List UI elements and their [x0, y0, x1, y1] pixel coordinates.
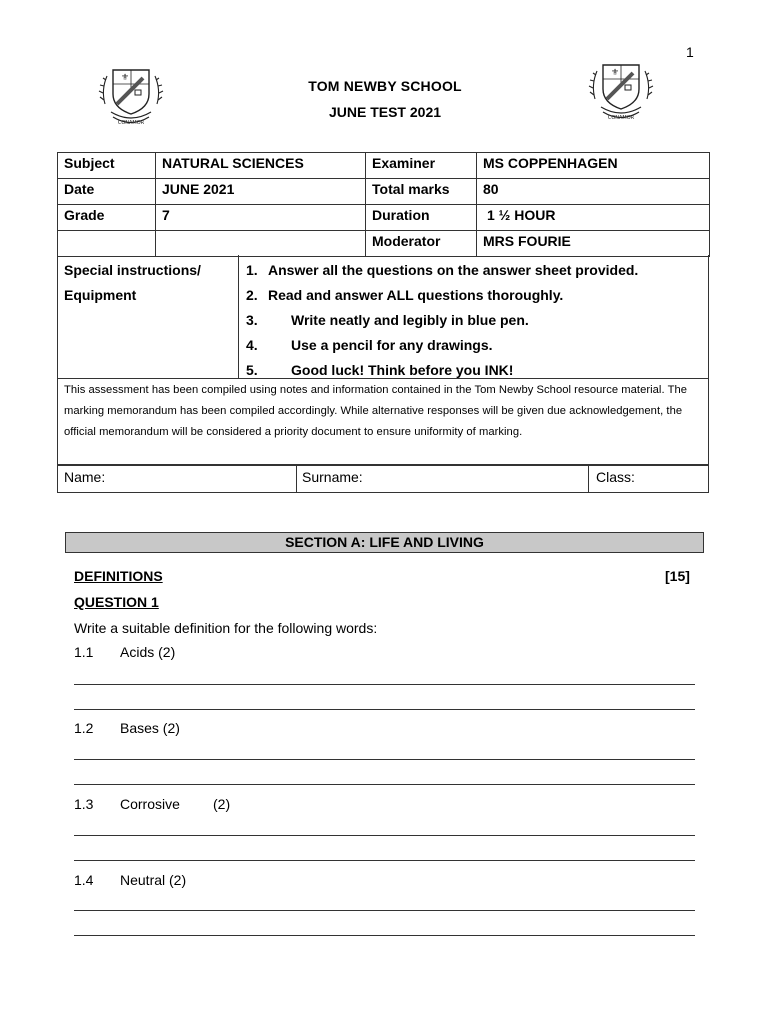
list-item	[246, 333, 638, 358]
empty-cell	[58, 231, 156, 257]
name-label: Name:	[64, 469, 106, 485]
answer-line	[74, 784, 695, 785]
divider	[238, 255, 239, 379]
item-number: 1.2	[74, 720, 94, 736]
class-label: Class:	[596, 469, 635, 485]
divider	[296, 466, 297, 493]
question-instruction: Write a suitable definition for the following words:	[74, 620, 378, 636]
surname-label: Surname:	[302, 469, 363, 485]
section-marks: [15]	[665, 568, 690, 584]
date-label: Date	[58, 179, 156, 205]
svg-text:⚜: ⚜	[611, 68, 620, 78]
empty-cell	[156, 231, 366, 257]
item-number: 1.	[246, 262, 258, 278]
item-number: 5.	[246, 362, 258, 378]
table-row	[58, 153, 710, 179]
item-text: Read and answer ALL questions thoroughly.	[268, 287, 564, 303]
exam-info-table	[57, 152, 710, 257]
item-text: Write neatly and legibly in blue pen.	[291, 312, 529, 328]
definition-term: Corrosive	[120, 796, 180, 812]
list-item	[246, 283, 638, 308]
crest-motto-right: CONAMOR	[607, 115, 635, 121]
crest-motto-left: CONAMOR	[117, 120, 145, 126]
moderator-label: Moderator	[366, 231, 477, 257]
school-name: TOM NEWBY SCHOOL	[308, 78, 462, 94]
item-number: 1.4	[74, 872, 94, 888]
definition-term: Neutral (2)	[120, 872, 187, 888]
assessment-disclaimer: This assessment has been compiled using notes and information contained in the Tom Newby School resource material. The marking memorandum has been compiled accordingly. While alternative responses will be given due acknowledgement, the official memorandum will be considered a priority document to ensure uniformity of marking.	[57, 379, 709, 465]
item-number: 3.	[246, 312, 258, 328]
special-instructions	[57, 255, 709, 379]
divider	[588, 466, 589, 493]
answer-line	[74, 860, 695, 861]
page-number: 1	[686, 44, 694, 60]
instructions-label	[64, 258, 201, 308]
table-row	[58, 179, 710, 205]
definitions-heading: DEFINITIONS	[74, 568, 163, 584]
moderator-value: MRS FOURIE	[477, 231, 710, 257]
section-banner: SECTION A: LIFE AND LIVING	[65, 532, 704, 553]
definition-marks: (2)	[213, 796, 231, 812]
answer-line	[74, 910, 695, 911]
answer-line	[74, 759, 695, 760]
question-label: QUESTION 1	[74, 594, 159, 610]
test-name: JUNE TEST 2021	[328, 104, 442, 120]
item-number: 1.3	[74, 796, 94, 812]
grade-value: 7	[156, 205, 366, 231]
answer-line	[74, 684, 695, 685]
answer-line	[74, 835, 695, 836]
subject-label: Subject	[58, 153, 156, 179]
total-marks-value: 80	[477, 179, 710, 205]
examiner-value: MS COPPENHAGEN	[477, 153, 710, 179]
list-item	[246, 258, 638, 283]
table-row	[58, 205, 710, 231]
date-value: JUNE 2021	[156, 179, 366, 205]
instructions-label-line1: Special instructions/	[64, 262, 201, 278]
total-marks-label: Total marks	[366, 179, 477, 205]
answer-line	[74, 935, 695, 936]
list-item	[246, 308, 638, 333]
instructions-label-line2: Equipment	[64, 287, 137, 303]
subject-value: NATURAL SCIENCES	[156, 153, 366, 179]
school-crest-left	[95, 60, 167, 132]
item-number: 2.	[246, 287, 258, 303]
instructions-list	[246, 258, 638, 383]
item-text: Answer all the questions on the answer sheet provided.	[268, 262, 639, 278]
student-details-bar	[57, 465, 709, 493]
item-number: 1.1	[74, 644, 94, 660]
duration-value: 1 ½ HOUR	[477, 205, 710, 231]
duration-label: Duration	[366, 205, 477, 231]
examiner-label: Examiner	[366, 153, 477, 179]
table-row	[58, 231, 710, 257]
item-text: Good luck! Think before you INK!	[291, 362, 514, 378]
answer-line	[74, 709, 695, 710]
item-number: 4.	[246, 337, 258, 353]
item-text: Use a pencil for any drawings.	[291, 337, 493, 353]
grade-label: Grade	[58, 205, 156, 231]
definition-term: Bases (2)	[120, 720, 180, 736]
svg-text:⚜: ⚜	[121, 73, 130, 83]
definition-term: Acids (2)	[120, 644, 176, 660]
